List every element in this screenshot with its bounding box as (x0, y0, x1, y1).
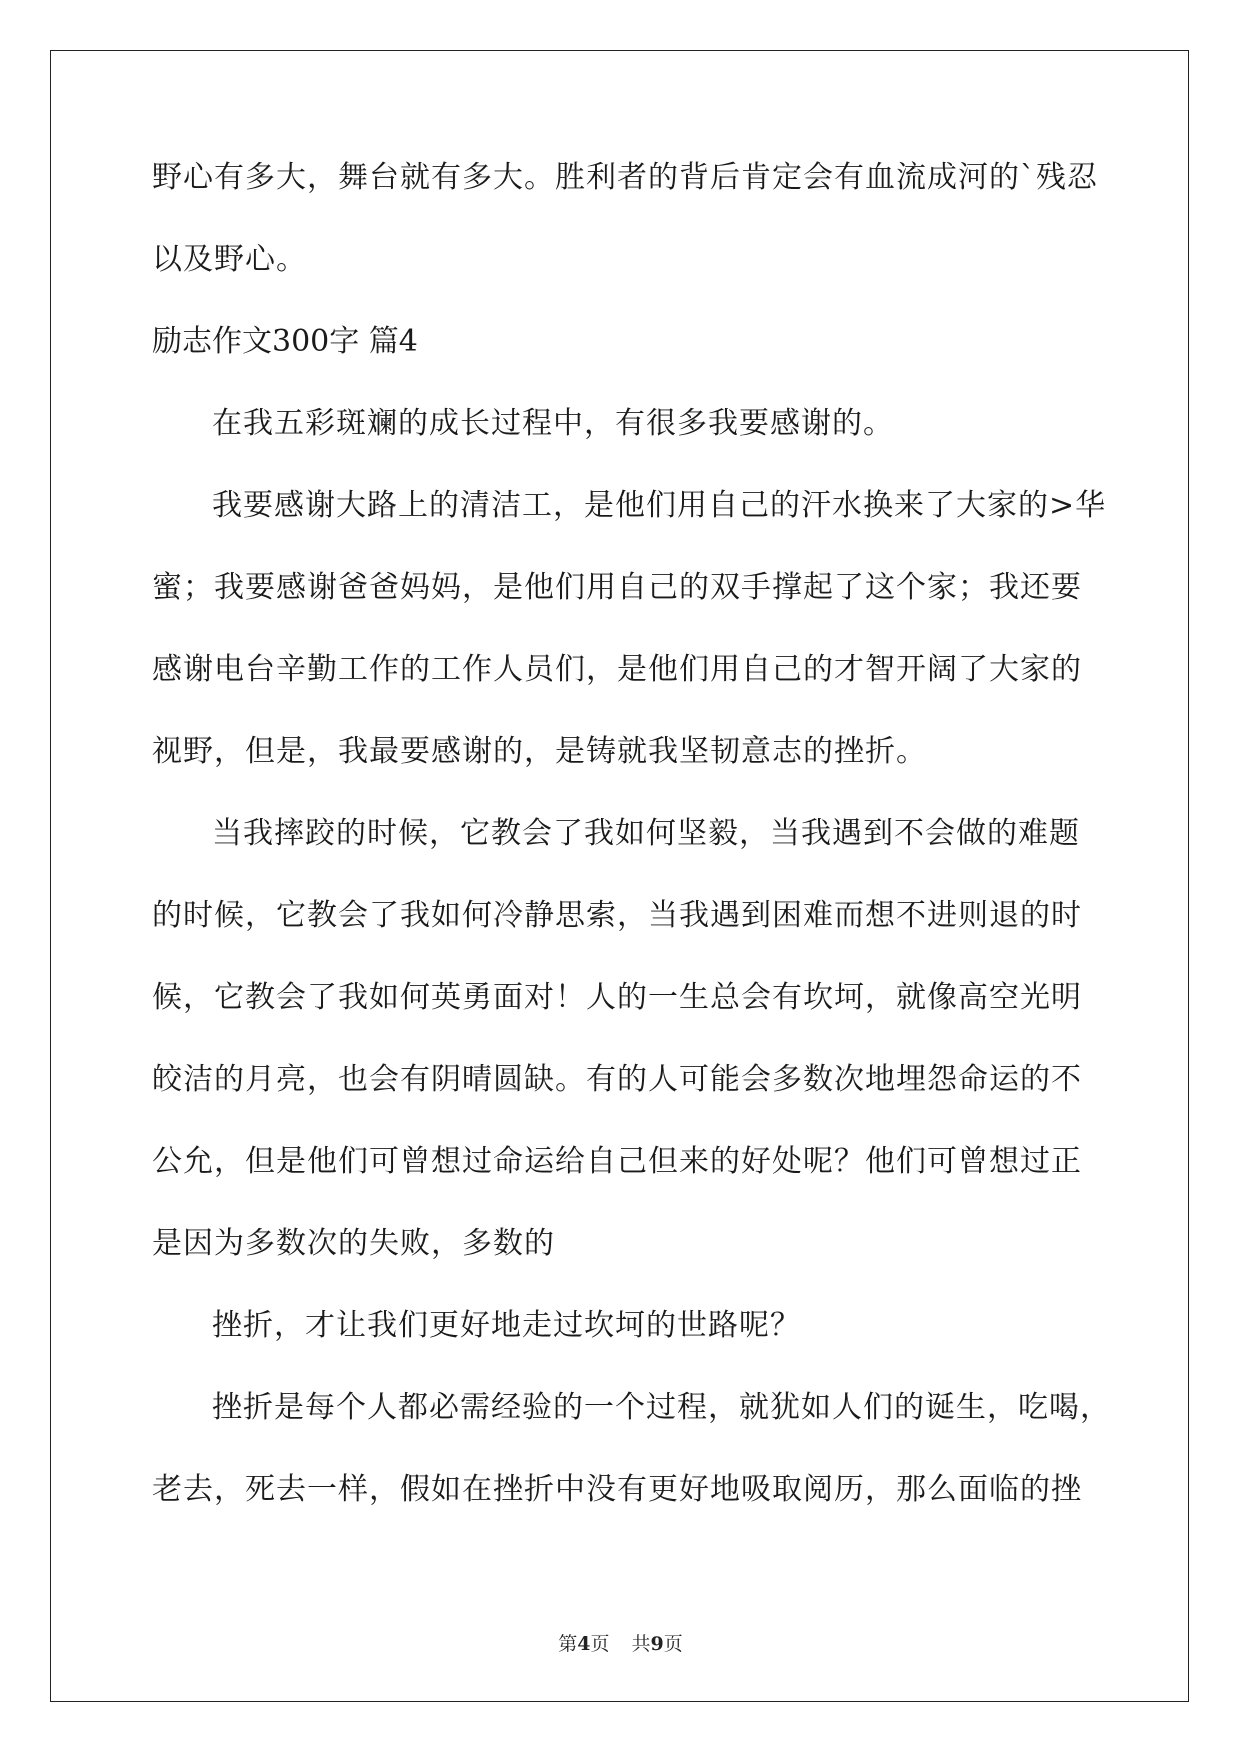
text-line: 蜜；我要感谢爸爸妈妈，是他们用自己的双手撑起了这个家；我还要 (152, 570, 1082, 605)
current-page-number: 4 (577, 1633, 591, 1655)
text-line: 皎洁的月亮，也会有阴晴圆缺。有的人可能会多数次地埋怨命运的不 (152, 1062, 1082, 1097)
paragraph-start: 挫折是每个人都必需经验的一个过程，就犹如人们的诞生，吃喝， (212, 1390, 1111, 1425)
text-line: 公允，但是他们可曾想过命运给自己但来的好处呢？他们可曾想过正 (152, 1144, 1082, 1179)
text-line: 的时候，它教会了我如何冷静思索，当我遇到困难而想不进则退的时 (152, 898, 1082, 933)
document-body (152, 160, 1111, 1557)
page-prefix: 第 (558, 1633, 578, 1655)
text-line: 是因为多数次的失败，多数的 (152, 1226, 555, 1261)
page-suffix: 页 (590, 1633, 610, 1655)
paragraph-start: 在我五彩斑斓的成长过程中，有很多我要感谢的。 (212, 406, 894, 441)
text-line: 以及野心。 (152, 242, 307, 277)
text-line: 视野，但是，我最要感谢的，是铸就我坚韧意志的挫折。 (152, 734, 927, 769)
paragraph-start: 挫折，才让我们更好地走过坎坷的世路呢？ (212, 1308, 801, 1343)
text-line: 老去，死去一样，假如在挫折中没有更好地吸取阅历，那么面临的挫 (152, 1472, 1082, 1507)
text-line: 野心有多大，舞台就有多大。胜利者的背后肯定会有血流成河的`残忍 (152, 160, 1098, 195)
paragraph-start: 当我摔跤的时候，它教会了我如何坚毅，当我遇到不会做的难题 (212, 816, 1080, 851)
text-line: 感谢电台辛勤工作的工作人员们，是他们用自己的才智开阔了大家的 (152, 652, 1082, 687)
text-line: 候，它教会了我如何英勇面对！人的一生总会有坎坷，就像高空光明 (152, 980, 1082, 1015)
paragraph-start: 我要感谢大路上的清洁工，是他们用自己的汗水换来了大家的>华 (212, 488, 1107, 523)
total-prefix: 共 (631, 1633, 651, 1655)
total-suffix: 页 (663, 1633, 683, 1655)
total-page-count: 9 (650, 1633, 664, 1655)
section-heading: 励志作文300字 篇4 (152, 324, 418, 359)
page-footer (0, 1629, 1241, 1656)
